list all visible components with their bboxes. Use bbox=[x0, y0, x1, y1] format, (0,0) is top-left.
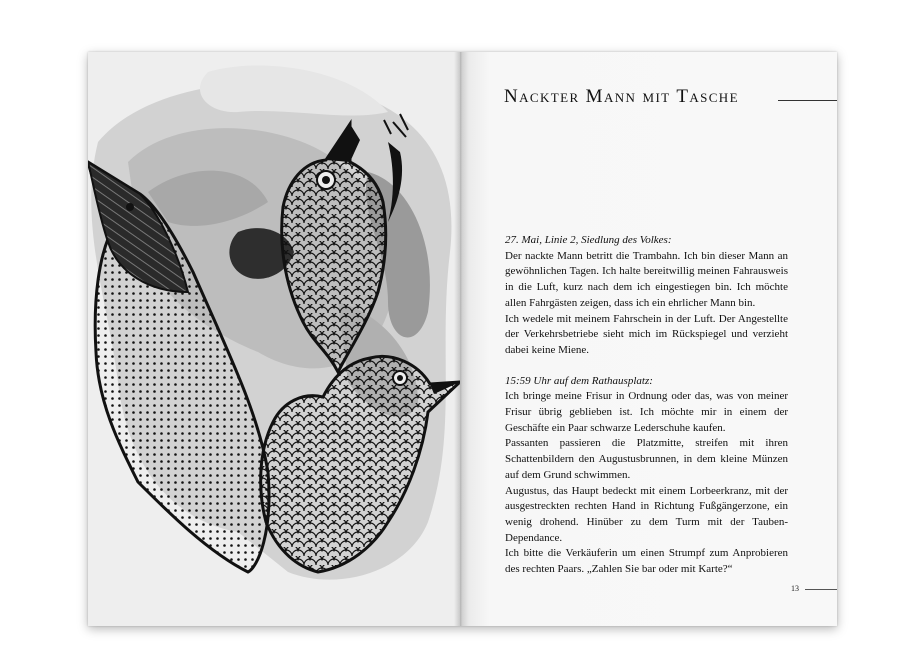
paragraph: Passanten passieren die Platzmitte, streifen mit ihren Schattenbildern den Augustusbrunnen, in dem kleine Münzen auf dem Grund schwimmen. bbox=[505, 437, 788, 481]
right-page bbox=[460, 52, 837, 626]
title-rule bbox=[778, 100, 837, 101]
ink-birds-illustration bbox=[88, 52, 460, 626]
section-heading: 15:59 Uhr auf dem Rathausplatz: bbox=[505, 374, 653, 387]
book-spread bbox=[88, 52, 837, 626]
left-page bbox=[88, 52, 460, 626]
section-heading: 27. Mai, Linie 2, Siedlung des Volkes: bbox=[505, 234, 672, 246]
paragraph: Ich bitte die Verkäuferin um einen Strumpf zum Anprobieren des rechten Paars. „Zahlen Sie bar oder mit Karte?“ bbox=[505, 547, 788, 576]
page-number: 13 bbox=[791, 584, 799, 593]
page-number-rule bbox=[805, 589, 837, 590]
paragraph: Ich wedele mit meinem Fahrschein in der Luft. Der Angestellte der Verkehrsbetriebe sieht mich im Rückspiegel und verzieht dabei keine Miene. bbox=[505, 312, 788, 356]
chapter-title: Nackter Mann mit Tasche bbox=[504, 86, 739, 107]
paragraph: Ich bringe meine Frisur in Ordnung oder das, was von meiner Frisur übrig geblieben ist. Ich möchte mir in einem der Geschäfte ein Paar schwarze Lederschuhe kaufen. bbox=[505, 390, 788, 434]
paragraph: Augustus, das Haupt bedeckt mit einem Lorbeerkranz, mit der ausgestreckten rechten Hand in Richtung Fußgängerzone, ein wenig drohend. Hinüber zu dem Turm mit der Tauben-Dependance. bbox=[505, 484, 788, 544]
chapter-title-row bbox=[504, 86, 834, 110]
paragraph: Der nackte Mann betritt die Trambahn. Ich bin dieser Mann an gewöhnlichen Tagen. Ich halte bereitwillig meinen Fahrausweis in die Luft, kurz nach dem ich eingestiegen bin. Ich möchte allen Fahrgästen zeigen, dass ich ein ehrlicher Mann bin. bbox=[505, 249, 788, 309]
body-text bbox=[505, 233, 788, 578]
